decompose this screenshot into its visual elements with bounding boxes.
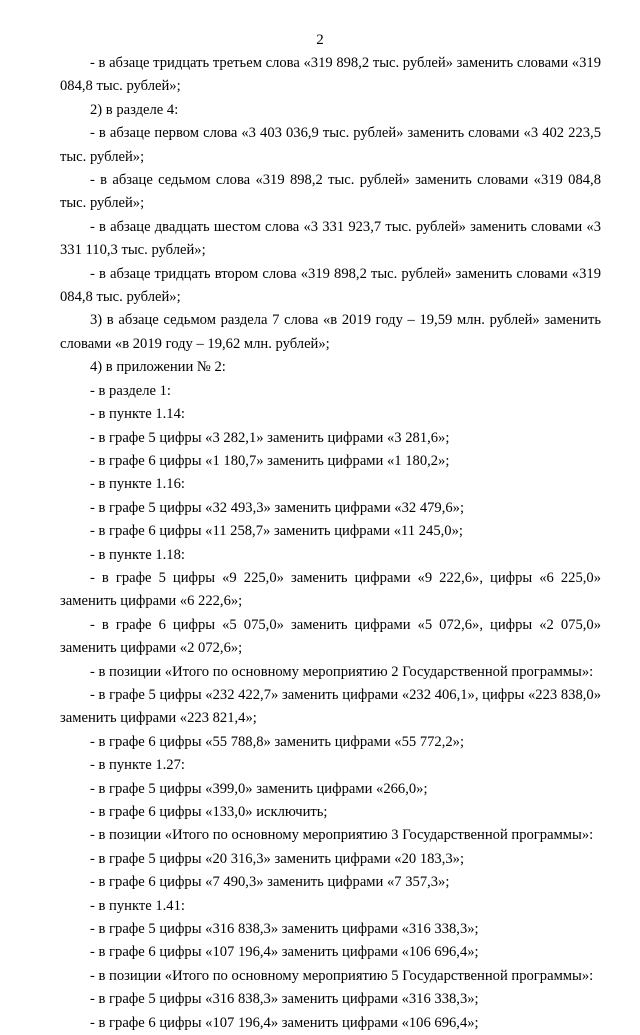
paragraph: - в графе 6 цифры «107 196,4» заменить цифрами «106 696,4»; (90, 944, 479, 961)
paragraph: - в пункте 1.18: (90, 546, 185, 563)
paragraph: - в пункте 1.14: (90, 406, 185, 423)
paragraph: - в графе 6 цифры «1 180,7» заменить цифрами «1 180,2»; (90, 452, 450, 469)
paragraph: - в абзаце двадцать шестом слова «3 331 923,7 тыс. рублей» заменить словами «3 331 110,3 тыс. рублей»; (60, 218, 601, 259)
paragraph: - в графе 6 цифры «55 788,8» заменить цифрами «55 772,2»; (90, 733, 465, 750)
paragraph: - в графе 6 цифры «11 258,7» заменить цифрами «11 245,0»; (90, 523, 463, 540)
paragraph: - в графе 5 цифры «399,0» заменить цифрами «266,0»; (90, 780, 428, 797)
paragraph: - в графе 6 цифры «7 490,3» заменить цифрами «7 357,3»; (90, 874, 450, 891)
paragraph: - в графе 5 цифры «3 282,1» заменить цифрами «3 281,6»; (90, 429, 450, 446)
paragraph: - в абзаце первом слова «3 403 036,9 тыс. рублей» заменить словами «3 402 223,5 тыс. рублей»; (60, 125, 601, 165)
paragraph: - в графе 5 цифры «316 838,3» заменить цифрами «316 338,3»; (90, 991, 479, 1008)
page-number: 2 (316, 32, 324, 48)
paragraph: - в позиции «Итого по основному мероприятию 2 Государственной программы»: (90, 663, 594, 680)
paragraph: - в графе 6 цифры «107 196,4» заменить цифрами «106 696,4»; (90, 1014, 479, 1031)
paragraph: - в абзаце седьмом слова «319 898,2 тыс. рублей» заменить словами «319 084,8 тыс. рублей»; (60, 172, 601, 212)
paragraph: - в графе 6 цифры «133,0» исключить; (90, 804, 328, 820)
paragraph: - в позиции «Итого по основному мероприятию 3 Государственной программы»: (90, 827, 594, 844)
paragraph: - в графе 6 цифры «5 075,0» заменить цифрами «5 072,6», цифры «2 075,0» заменить цифрами «2 072,6»; (60, 616, 601, 657)
paragraph: - в графе 5 цифры «232 422,7» заменить цифрами «232 406,1», цифры «223 838,0» заменить цифрами «223 821,4»; (60, 686, 601, 727)
paragraph: 4) в приложении № 2: (90, 359, 226, 376)
paragraph: - в разделе 1: (90, 382, 171, 399)
paragraph: - в позиции «Итого по основному мероприятию 5 Государственной программы»: (90, 967, 594, 984)
paragraph: - в графе 5 цифры «9 225,0» заменить цифрами «9 222,6», цифры «6 225,0» заменить цифрами «6 222,6»; (60, 569, 601, 610)
paragraph: - в абзаце тридцать втором слова «319 898,2 тыс. рублей» заменить словами «319 084,8 тыс. рублей»; (60, 265, 601, 306)
paragraph: - в абзаце тридцать третьем слова «319 898,2 тыс. рублей» заменить словами «319 084,8 тыс. рублей»; (60, 55, 601, 95)
paragraph: - в пункте 1.27: (90, 757, 185, 774)
paragraph: 2) в разделе 4: (90, 101, 179, 118)
paragraph: - в графе 5 цифры «32 493,3» заменить цифрами «32 479,6»; (90, 499, 465, 516)
paragraph: 3) в абзаце седьмом раздела 7 слова «в 2019 году – 19,59 млн. рублей» заменить словами «в 2019 году – 19,62 млн. рублей»; (60, 312, 601, 352)
paragraph: - в графе 5 цифры «316 838,3» заменить цифрами «316 338,3»; (90, 921, 479, 938)
paragraph: - в пункте 1.16: (90, 476, 185, 493)
document-body (60, 52, 601, 1035)
paragraph: - в пункте 1.41: (90, 897, 185, 914)
paragraph: - в графе 5 цифры «20 316,3» заменить цифрами «20 183,3»; (90, 850, 465, 867)
